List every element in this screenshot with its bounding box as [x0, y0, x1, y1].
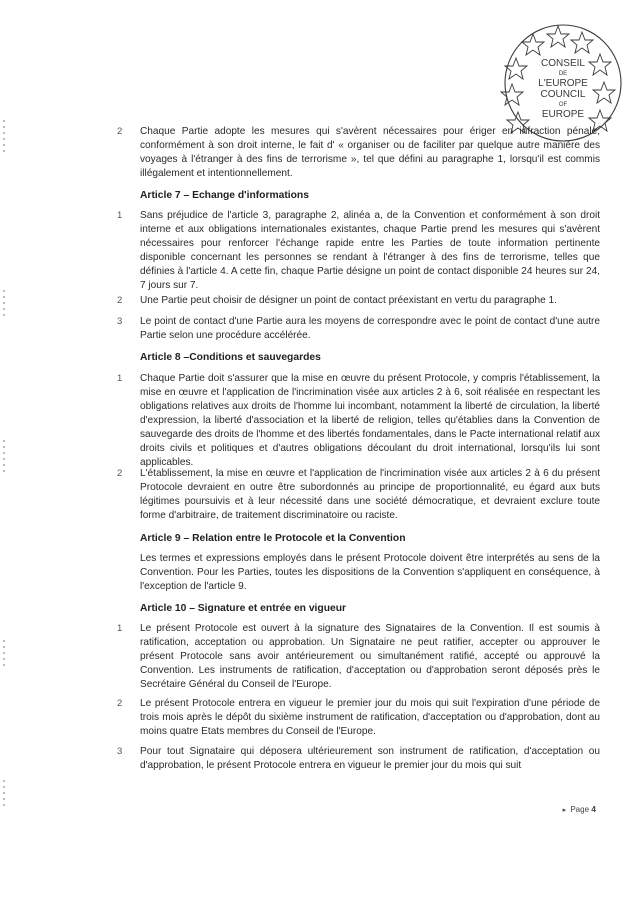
paragraph-number: 1: [117, 623, 123, 634]
paragraph-number: 2: [117, 295, 123, 306]
seal-text-6: EUROPE: [541, 109, 585, 120]
paragraph-text: Pour tout Signataire qui déposera ultérieurement son instrument de ratification, d'acceptation ou d'approbation, le présent Protocole entrera en vigueur le premier jour du mois qui suit: [140, 746, 600, 771]
article-heading: Article 8 –Conditions et sauvegardes: [140, 352, 321, 363]
paragraph-number: 3: [117, 746, 123, 757]
paragraph-text: Le présent Protocole est ouvert à la signature des Signataires de la Convention. Il est soumis à ratification, acceptation ou approbation. Un Signataire ne peut ratifier, accepter ou approuver le présent Protocole sans avoir antérieurement ou simultanément ratifié, accepté ou approuvé la Convention. Les instruments de ratification, d'acceptation ou d'approbation seront déposés près le Secrétaire Général du Conseil de l'Europe.: [140, 623, 600, 690]
paragraph-number: 2: [117, 126, 123, 137]
page-number: 4: [591, 804, 596, 814]
paragraph-text: L'établissement, la mise en œuvre et l'application de l'incrimination visée aux articles 2 à 6 du présent Protocole devraient en outre être subordonnés au principe de proportionnalité, eu égard aux buts légitimes poursuivis et à leur nécessité dans une société démocratique, et devraient exclure toute forme d'arbitraire, de traitement discriminatoire ou raciste.: [140, 468, 600, 521]
seal-text-2: DE: [558, 71, 568, 77]
margin-marks: [0, 120, 8, 156]
paragraph-text: Le point de contact d'une Partie aura les moyens de correspondre avec le point de contact d'une autre Partie selon une procédure accélérée.: [140, 316, 600, 341]
page-label: Page: [570, 805, 590, 814]
paragraph-number: 2: [117, 468, 123, 479]
seal-text-4: COUNCIL: [540, 89, 586, 100]
paragraph-text: Chaque Partie doit s'assurer que la mise en œuvre du présent Protocole, y compris l'établissement, la mise en œuvre et l'application de l'incrimination visée aux articles 2 à 6, soit réalisée en respectant les obligations relatives aux droits de l'homme lui incombant, notamment la liberté de circulation, la liberté d'expression, la liberté d'association et la liberté de religion, telles qu'établies dans la Convention de sauvegarde des droits de l'homme et des libertés fondamentales, dans le Pacte international relatif aux droits civils et politiques et d'autres obligations découlant du droit international, lorsqu'ils lui sont applicables.: [140, 373, 600, 468]
margin-marks: [0, 640, 8, 670]
paragraph-number: 1: [117, 373, 123, 384]
margin-marks: [0, 290, 8, 320]
paragraph-number: 2: [117, 698, 123, 709]
paragraph-text: Les termes et expressions employés dans le présent Protocole doivent être interprétés au sens de la Convention. Pour les Parties, toutes les dispositions de la Convention s'appliquent en conséquence, à l'exception de l'article 9.: [140, 553, 600, 592]
margin-marks: [0, 440, 8, 476]
paragraph-number: 3: [117, 316, 123, 327]
paragraph-text: Le présent Protocole entrera en vigueur le premier jour du mois qui suit l'expiration d'une période de trois mois après le dépôt du sixième instrument de ratification, d'acceptation ou d'approbation, dont au moins quatre Etats membres du Conseil de l'Europe.: [140, 698, 600, 737]
seal-text-1: CONSEIL: [541, 58, 585, 69]
seal-text-5: OF: [558, 102, 568, 108]
article-heading: Article 10 – Signature et entrée en vigueur: [140, 603, 347, 614]
paragraph-text: Chaque Partie adopte les mesures qui s'avèrent nécessaires pour ériger en infraction pénale, conformément à son droit interne, le fait d' « organiser ou de faciliter par quelque autre manière des voyages à l'étranger à des fins de terrorisme », tel que défini au paragraphe 1, lorsqu'il est commis illégalement et intentionnellement.: [140, 126, 600, 179]
paragraph-text: Sans préjudice de l'article 3, paragraphe 2, alinéa a, de la Convention et conformément à son droit interne et aux obligations internationales existantes, chaque Partie prend les mesures qui s'avèrent nécessaires pour renforcer l'échange rapide entre les Parties de toute information pertinente disponible concernant les personnes se rendant à l'étranger à des fins de terrorisme, telles que définies à l'article 4. A cette fin, chaque Partie désigne un point de contact disponible 24 heures sur 24, 7 jours sur 7.: [140, 210, 600, 291]
article-heading: Article 7 – Echange d'informations: [140, 190, 309, 201]
paragraph-number: 1: [117, 210, 123, 221]
margin-marks: [0, 780, 8, 810]
paragraph-text: Une Partie peut choisir de désigner un point de contact préexistant en vertu du paragraphe 1.: [140, 295, 557, 306]
seal-text-3: L'EUROPE: [538, 78, 588, 89]
triangle-icon: ▸: [562, 807, 567, 814]
article-heading: Article 9 – Relation entre le Protocole et la Convention: [140, 533, 406, 544]
page-footer: [563, 804, 596, 814]
